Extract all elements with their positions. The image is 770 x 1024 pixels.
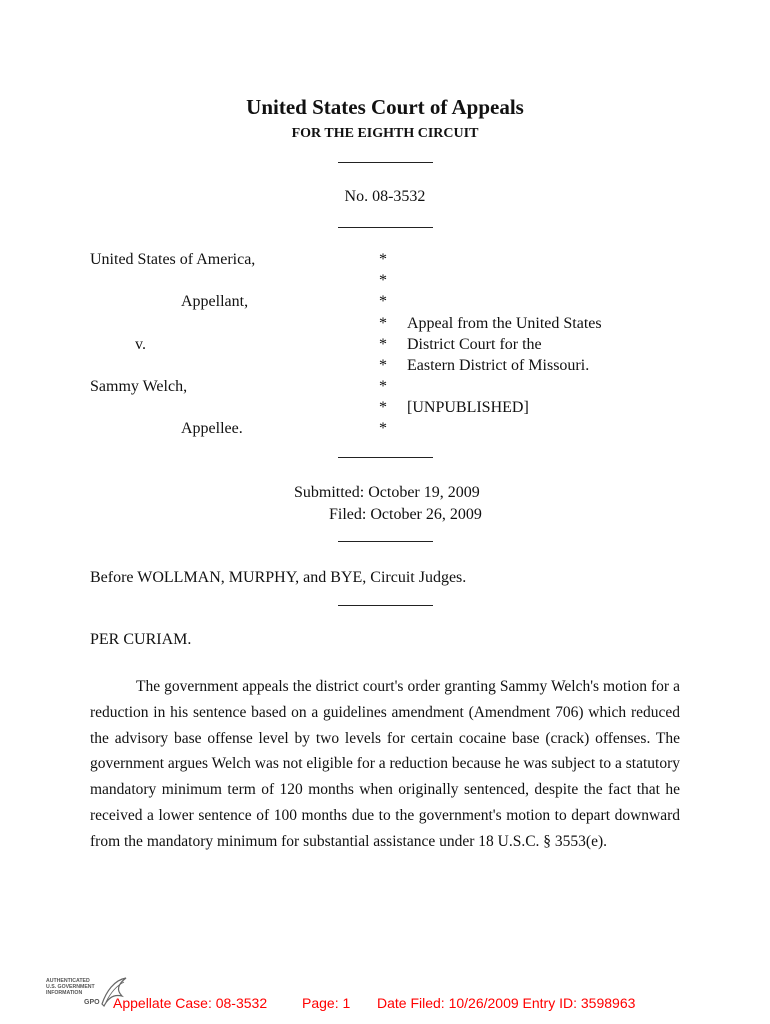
divider: [338, 457, 433, 458]
versus-label: v.: [135, 336, 146, 353]
svg-text:INFORMATION: INFORMATION: [46, 990, 83, 996]
caption-asterisk: *: [379, 357, 387, 374]
unpublished-status: [UNPUBLISHED]: [407, 399, 529, 416]
caption-asterisk: *: [379, 293, 387, 310]
per-curiam-heading: PER CURIAM.: [90, 631, 192, 648]
divider: [338, 227, 433, 228]
caption-asterisk: *: [379, 420, 387, 437]
appeal-from-line: Appeal from the United States: [407, 315, 602, 332]
caption-asterisk: *: [379, 251, 387, 268]
judges-panel: Before WOLLMAN, MURPHY, and BYE, Circuit Judges.: [90, 569, 467, 586]
case-number: No. 08-3532: [344, 188, 426, 205]
svg-text:GPO: GPO: [84, 999, 100, 1006]
caption-asterisk: *: [379, 399, 387, 416]
caption-asterisk: *: [379, 272, 387, 289]
divider: [338, 605, 433, 606]
appeal-court-line: District Court for the: [407, 336, 542, 353]
divider: [338, 162, 433, 163]
opinion-body: [90, 674, 680, 855]
svg-text:AUTHENTICATED: AUTHENTICATED: [46, 978, 90, 984]
divider: [338, 541, 433, 542]
caption-asterisk: *: [379, 336, 387, 353]
svg-text:U.S. GOVERNMENT: U.S. GOVERNMENT: [46, 984, 95, 990]
party-appellant-name: United States of America,: [90, 251, 256, 268]
footer-date-filed: Date Filed: 10/26/2009 Entry ID: 3598963: [377, 995, 636, 1011]
submitted-date: Submitted: October 19, 2009: [294, 484, 480, 501]
appeal-district-line: Eastern District of Missouri.: [407, 357, 590, 374]
filed-date: Filed: October 26, 2009: [329, 506, 482, 523]
caption-asterisk: *: [379, 315, 387, 332]
party-appellee-name: Sammy Welch,: [90, 378, 188, 395]
circuit-subtitle: FOR THE EIGHTH CIRCUIT: [291, 126, 479, 141]
court-title: United States Court of Appeals: [246, 95, 524, 119]
party-appellant-role: Appellant,: [181, 293, 249, 310]
footer-page-number: Page: 1: [302, 995, 351, 1011]
opinion-paragraph: The government appeals the district court's order granting Sammy Welch's motion for a reduction in his sentence based on a guidelines amendment (Amendment 706) which reduced the advisory base offense level by two levels for certain cocaine base (crack) offenses. The government argues Welch was not eligible for a reduction because he was subject to a statutory mandatory minimum term of 120 months when originally sentenced, despite the fact that he received a lower sentence of 100 months due to the government's motion to depart downward from the mandatory minimum for substantial assistance under 18 U.S.C. § 3553(e).: [90, 678, 681, 850]
caption-asterisk: *: [379, 378, 387, 395]
party-appellee-role: Appellee.: [181, 420, 243, 437]
footer-appellate-case: Appellate Case: 08-3532: [113, 995, 268, 1011]
